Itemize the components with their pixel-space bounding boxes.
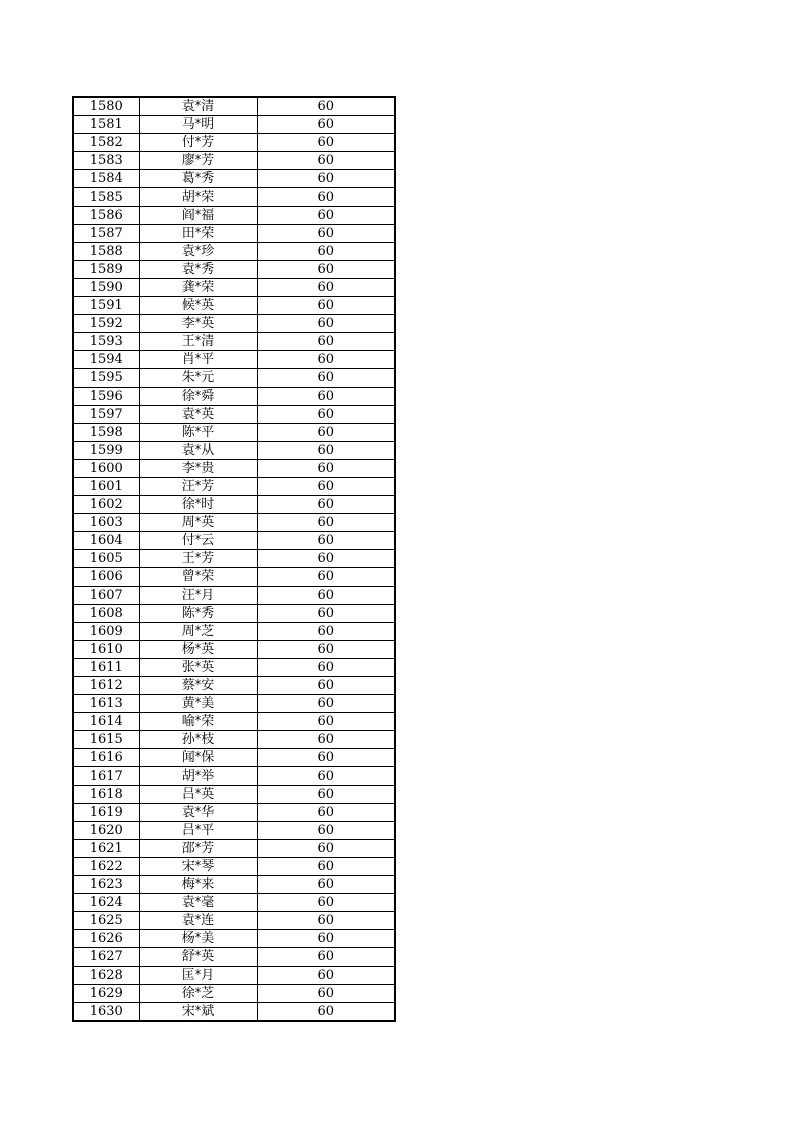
row-number-cell: 1588 <box>73 242 139 260</box>
table-row <box>73 423 395 441</box>
table-row <box>73 966 395 984</box>
amount-cell: 60 <box>257 912 395 930</box>
name-cell: 王*芳 <box>139 550 257 568</box>
table-row <box>73 930 395 948</box>
row-number-cell: 1616 <box>73 749 139 767</box>
row-number-cell: 1597 <box>73 405 139 423</box>
name-cell: 陈*秀 <box>139 604 257 622</box>
table-row <box>73 876 395 894</box>
row-number-cell: 1604 <box>73 532 139 550</box>
name-cell: 袁*连 <box>139 912 257 930</box>
table-row <box>73 803 395 821</box>
row-number-cell: 1586 <box>73 206 139 224</box>
table-row <box>73 496 395 514</box>
amount-cell: 60 <box>257 333 395 351</box>
row-number-cell: 1581 <box>73 116 139 134</box>
row-number-cell: 1590 <box>73 278 139 296</box>
table-row <box>73 152 395 170</box>
amount-cell: 60 <box>257 640 395 658</box>
row-number-cell: 1609 <box>73 622 139 640</box>
table-row <box>73 550 395 568</box>
table-row <box>73 170 395 188</box>
amount-cell: 60 <box>257 514 395 532</box>
data-table <box>72 96 396 1022</box>
table-row <box>73 224 395 242</box>
row-number-cell: 1583 <box>73 152 139 170</box>
name-cell: 王*清 <box>139 333 257 351</box>
name-cell: 汪*芳 <box>139 477 257 495</box>
row-number-cell: 1619 <box>73 803 139 821</box>
amount-cell: 60 <box>257 803 395 821</box>
amount-cell: 60 <box>257 242 395 260</box>
name-cell: 阎*福 <box>139 206 257 224</box>
table-row <box>73 767 395 785</box>
row-number-cell: 1620 <box>73 821 139 839</box>
name-cell: 袁*秀 <box>139 260 257 278</box>
row-number-cell: 1596 <box>73 387 139 405</box>
amount-cell: 60 <box>257 496 395 514</box>
table-row <box>73 695 395 713</box>
name-cell: 黄*美 <box>139 695 257 713</box>
name-cell: 李*贵 <box>139 459 257 477</box>
table-row <box>73 984 395 1002</box>
amount-cell: 60 <box>257 713 395 731</box>
amount-cell: 60 <box>257 260 395 278</box>
row-number-cell: 1603 <box>73 514 139 532</box>
table-row <box>73 97 395 116</box>
table-row <box>73 441 395 459</box>
row-number-cell: 1584 <box>73 170 139 188</box>
name-cell: 宋*琴 <box>139 857 257 875</box>
row-number-cell: 1582 <box>73 134 139 152</box>
table-row <box>73 749 395 767</box>
name-cell: 邵*芳 <box>139 839 257 857</box>
name-cell: 朱*元 <box>139 369 257 387</box>
amount-cell: 60 <box>257 622 395 640</box>
row-number-cell: 1607 <box>73 586 139 604</box>
row-number-cell: 1594 <box>73 351 139 369</box>
row-number-cell: 1585 <box>73 188 139 206</box>
row-number-cell: 1628 <box>73 966 139 984</box>
amount-cell: 60 <box>257 767 395 785</box>
row-number-cell: 1593 <box>73 333 139 351</box>
row-number-cell: 1630 <box>73 1002 139 1021</box>
amount-cell: 60 <box>257 297 395 315</box>
amount-cell: 60 <box>257 984 395 1002</box>
name-cell: 徐*舜 <box>139 387 257 405</box>
amount-cell: 60 <box>257 369 395 387</box>
name-cell: 徐*时 <box>139 496 257 514</box>
amount-cell: 60 <box>257 170 395 188</box>
amount-cell: 60 <box>257 658 395 676</box>
name-cell: 梅*来 <box>139 876 257 894</box>
table-row <box>73 568 395 586</box>
name-cell: 喻*荣 <box>139 713 257 731</box>
table-row <box>73 405 395 423</box>
name-cell: 陈*平 <box>139 423 257 441</box>
amount-cell: 60 <box>257 677 395 695</box>
amount-cell: 60 <box>257 894 395 912</box>
amount-cell: 60 <box>257 966 395 984</box>
table-row <box>73 134 395 152</box>
row-number-cell: 1624 <box>73 894 139 912</box>
name-cell: 胡*荣 <box>139 188 257 206</box>
row-number-cell: 1605 <box>73 550 139 568</box>
row-number-cell: 1623 <box>73 876 139 894</box>
amount-cell: 60 <box>257 785 395 803</box>
table-row <box>73 260 395 278</box>
name-cell: 汪*月 <box>139 586 257 604</box>
name-cell: 袁*英 <box>139 405 257 423</box>
table-row <box>73 677 395 695</box>
table-row <box>73 785 395 803</box>
amount-cell: 60 <box>257 188 395 206</box>
name-cell: 周*芝 <box>139 622 257 640</box>
name-cell: 袁*毫 <box>139 894 257 912</box>
table-row <box>73 948 395 966</box>
amount-cell: 60 <box>257 152 395 170</box>
row-number-cell: 1629 <box>73 984 139 1002</box>
amount-cell: 60 <box>257 387 395 405</box>
amount-cell: 60 <box>257 116 395 134</box>
name-cell: 田*荣 <box>139 224 257 242</box>
table-row <box>73 206 395 224</box>
name-cell: 龚*荣 <box>139 278 257 296</box>
name-cell: 胡*举 <box>139 767 257 785</box>
table-row <box>73 387 395 405</box>
amount-cell: 60 <box>257 731 395 749</box>
amount-cell: 60 <box>257 477 395 495</box>
name-cell: 葛*秀 <box>139 170 257 188</box>
table-row <box>73 857 395 875</box>
name-cell: 徐*芝 <box>139 984 257 1002</box>
amount-cell: 60 <box>257 568 395 586</box>
name-cell: 付*芳 <box>139 134 257 152</box>
amount-cell: 60 <box>257 876 395 894</box>
name-cell: 袁*珍 <box>139 242 257 260</box>
amount-cell: 60 <box>257 278 395 296</box>
name-cell: 杨*英 <box>139 640 257 658</box>
table-row <box>73 622 395 640</box>
amount-cell: 60 <box>257 423 395 441</box>
row-number-cell: 1618 <box>73 785 139 803</box>
table-row <box>73 1002 395 1021</box>
row-number-cell: 1599 <box>73 441 139 459</box>
name-cell: 袁*华 <box>139 803 257 821</box>
amount-cell: 60 <box>257 604 395 622</box>
table-body <box>73 97 395 1021</box>
name-cell: 肖*平 <box>139 351 257 369</box>
name-cell: 吕*平 <box>139 821 257 839</box>
row-number-cell: 1598 <box>73 423 139 441</box>
row-number-cell: 1600 <box>73 459 139 477</box>
table-row <box>73 912 395 930</box>
table-row <box>73 821 395 839</box>
table-row <box>73 459 395 477</box>
table-row <box>73 188 395 206</box>
amount-cell: 60 <box>257 930 395 948</box>
amount-cell: 60 <box>257 134 395 152</box>
row-number-cell: 1587 <box>73 224 139 242</box>
table-row <box>73 604 395 622</box>
row-number-cell: 1613 <box>73 695 139 713</box>
table-row <box>73 839 395 857</box>
name-cell: 宋*斌 <box>139 1002 257 1021</box>
table-row <box>73 658 395 676</box>
row-number-cell: 1626 <box>73 930 139 948</box>
table-row <box>73 514 395 532</box>
amount-cell: 60 <box>257 315 395 333</box>
amount-cell: 60 <box>257 532 395 550</box>
name-cell: 付*云 <box>139 532 257 550</box>
amount-cell: 60 <box>257 586 395 604</box>
table-row <box>73 369 395 387</box>
row-number-cell: 1615 <box>73 731 139 749</box>
name-cell: 马*明 <box>139 116 257 134</box>
amount-cell: 60 <box>257 695 395 713</box>
table-row <box>73 894 395 912</box>
row-number-cell: 1591 <box>73 297 139 315</box>
row-number-cell: 1617 <box>73 767 139 785</box>
table-row <box>73 333 395 351</box>
amount-cell: 60 <box>257 948 395 966</box>
table-row <box>73 297 395 315</box>
name-cell: 孙*枝 <box>139 731 257 749</box>
row-number-cell: 1627 <box>73 948 139 966</box>
name-cell: 候*英 <box>139 297 257 315</box>
table-row <box>73 315 395 333</box>
name-cell: 闻*保 <box>139 749 257 767</box>
amount-cell: 60 <box>257 749 395 767</box>
amount-cell: 60 <box>257 351 395 369</box>
amount-cell: 60 <box>257 1002 395 1021</box>
row-number-cell: 1595 <box>73 369 139 387</box>
table-row <box>73 731 395 749</box>
row-number-cell: 1602 <box>73 496 139 514</box>
name-cell: 舒*英 <box>139 948 257 966</box>
name-cell: 张*英 <box>139 658 257 676</box>
amount-cell: 60 <box>257 206 395 224</box>
table-row <box>73 640 395 658</box>
table-row <box>73 477 395 495</box>
table-row <box>73 713 395 731</box>
name-cell: 曾*荣 <box>139 568 257 586</box>
table-row <box>73 116 395 134</box>
row-number-cell: 1601 <box>73 477 139 495</box>
row-number-cell: 1592 <box>73 315 139 333</box>
name-cell: 匡*月 <box>139 966 257 984</box>
row-number-cell: 1614 <box>73 713 139 731</box>
amount-cell: 60 <box>257 441 395 459</box>
row-number-cell: 1625 <box>73 912 139 930</box>
table-row <box>73 532 395 550</box>
row-number-cell: 1589 <box>73 260 139 278</box>
amount-cell: 60 <box>257 550 395 568</box>
row-number-cell: 1606 <box>73 568 139 586</box>
name-cell: 李*英 <box>139 315 257 333</box>
amount-cell: 60 <box>257 97 395 116</box>
row-number-cell: 1608 <box>73 604 139 622</box>
table-row <box>73 278 395 296</box>
table-row <box>73 586 395 604</box>
name-cell: 袁*从 <box>139 441 257 459</box>
table-row <box>73 242 395 260</box>
table-row <box>73 351 395 369</box>
amount-cell: 60 <box>257 224 395 242</box>
amount-cell: 60 <box>257 405 395 423</box>
amount-cell: 60 <box>257 821 395 839</box>
name-cell: 袁*清 <box>139 97 257 116</box>
name-cell: 周*英 <box>139 514 257 532</box>
amount-cell: 60 <box>257 839 395 857</box>
name-cell: 廖*芳 <box>139 152 257 170</box>
amount-cell: 60 <box>257 459 395 477</box>
name-cell: 吕*英 <box>139 785 257 803</box>
row-number-cell: 1612 <box>73 677 139 695</box>
row-number-cell: 1611 <box>73 658 139 676</box>
amount-cell: 60 <box>257 857 395 875</box>
row-number-cell: 1610 <box>73 640 139 658</box>
name-cell: 杨*美 <box>139 930 257 948</box>
row-number-cell: 1580 <box>73 97 139 116</box>
name-cell: 蔡*安 <box>139 677 257 695</box>
row-number-cell: 1622 <box>73 857 139 875</box>
row-number-cell: 1621 <box>73 839 139 857</box>
